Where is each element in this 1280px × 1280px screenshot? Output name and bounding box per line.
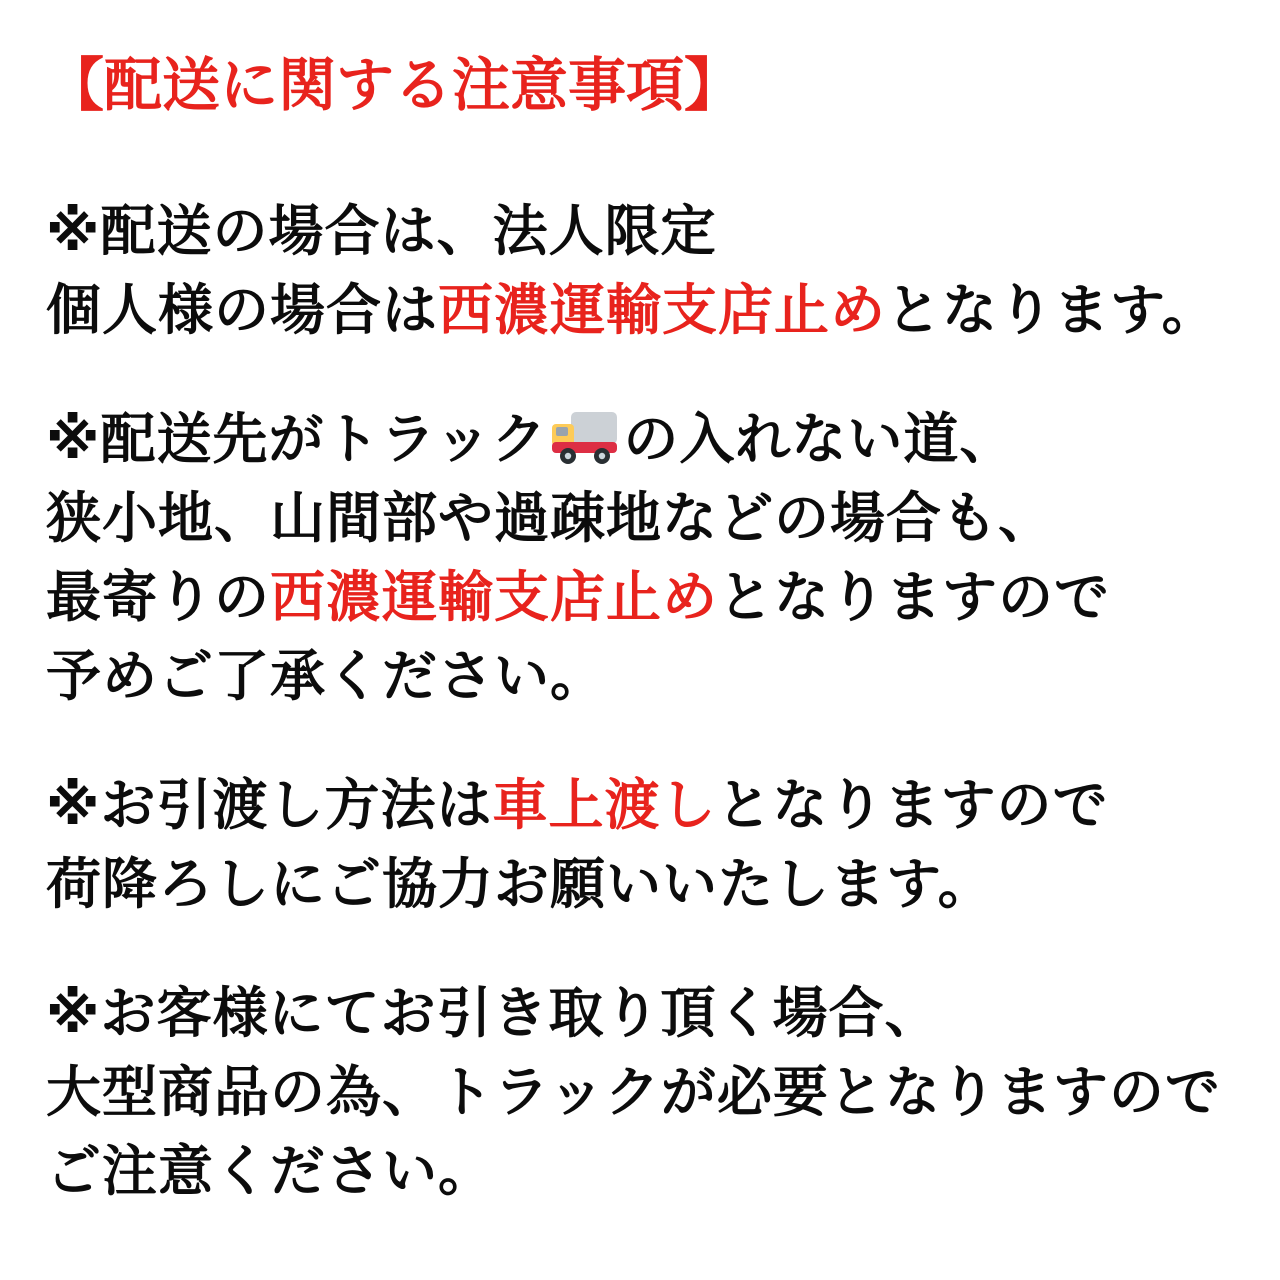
paragraph-customer-pickup bbox=[46, 974, 1242, 1211]
text-line bbox=[46, 400, 1242, 479]
text-line bbox=[46, 766, 1242, 845]
paragraph-truck-access bbox=[46, 400, 1242, 716]
text-segment: 狭小地、山間部や過疎地などの場合も、 bbox=[46, 486, 1055, 550]
text-segment: 荷降ろしにご協力お願いいたします。 bbox=[46, 852, 994, 916]
text-line bbox=[46, 479, 1242, 558]
text-segment: ※配送先がトラック bbox=[46, 407, 548, 471]
text-segment: ※お引渡し方法は bbox=[46, 773, 493, 837]
text-segment: 大型商品の為、トラックが必要となりますので bbox=[46, 1060, 1221, 1124]
text-line bbox=[46, 637, 1242, 716]
text-line bbox=[46, 1053, 1242, 1132]
text-line bbox=[46, 974, 1242, 1053]
notice-title: 【配送に関する注意事項】 bbox=[46, 51, 743, 119]
highlight-segment: 西濃運輸支店止め bbox=[438, 278, 887, 342]
text-line bbox=[46, 192, 1242, 271]
text-segment: ※お客様にてお引き取り頂く場合、 bbox=[46, 981, 941, 1045]
highlight-segment: 車上渡し bbox=[492, 773, 717, 837]
highlight-segment: 西濃運輸支店止め bbox=[270, 565, 719, 629]
text-segment: となりますので bbox=[718, 565, 1111, 629]
text-segment: となりますので bbox=[716, 773, 1109, 837]
text-segment: 予めご了承ください。 bbox=[46, 644, 607, 708]
delivery-truck-icon bbox=[549, 408, 621, 466]
text-segment: の入れない道、 bbox=[623, 407, 1016, 471]
text-segment: となります。 bbox=[886, 278, 1218, 342]
text-line bbox=[46, 271, 1242, 350]
text-segment: ご注意ください。 bbox=[46, 1139, 495, 1203]
paragraph-handover-method bbox=[46, 766, 1242, 924]
text-line bbox=[46, 845, 1242, 924]
text-segment: 最寄りの bbox=[46, 565, 271, 629]
text-line bbox=[46, 558, 1242, 637]
text-segment: 個人様の場合は bbox=[46, 278, 439, 342]
paragraph-delivery-corporate-only bbox=[46, 192, 1242, 350]
text-segment: ※配送の場合は、法人限定 bbox=[46, 199, 717, 263]
text-line bbox=[46, 1132, 1242, 1211]
